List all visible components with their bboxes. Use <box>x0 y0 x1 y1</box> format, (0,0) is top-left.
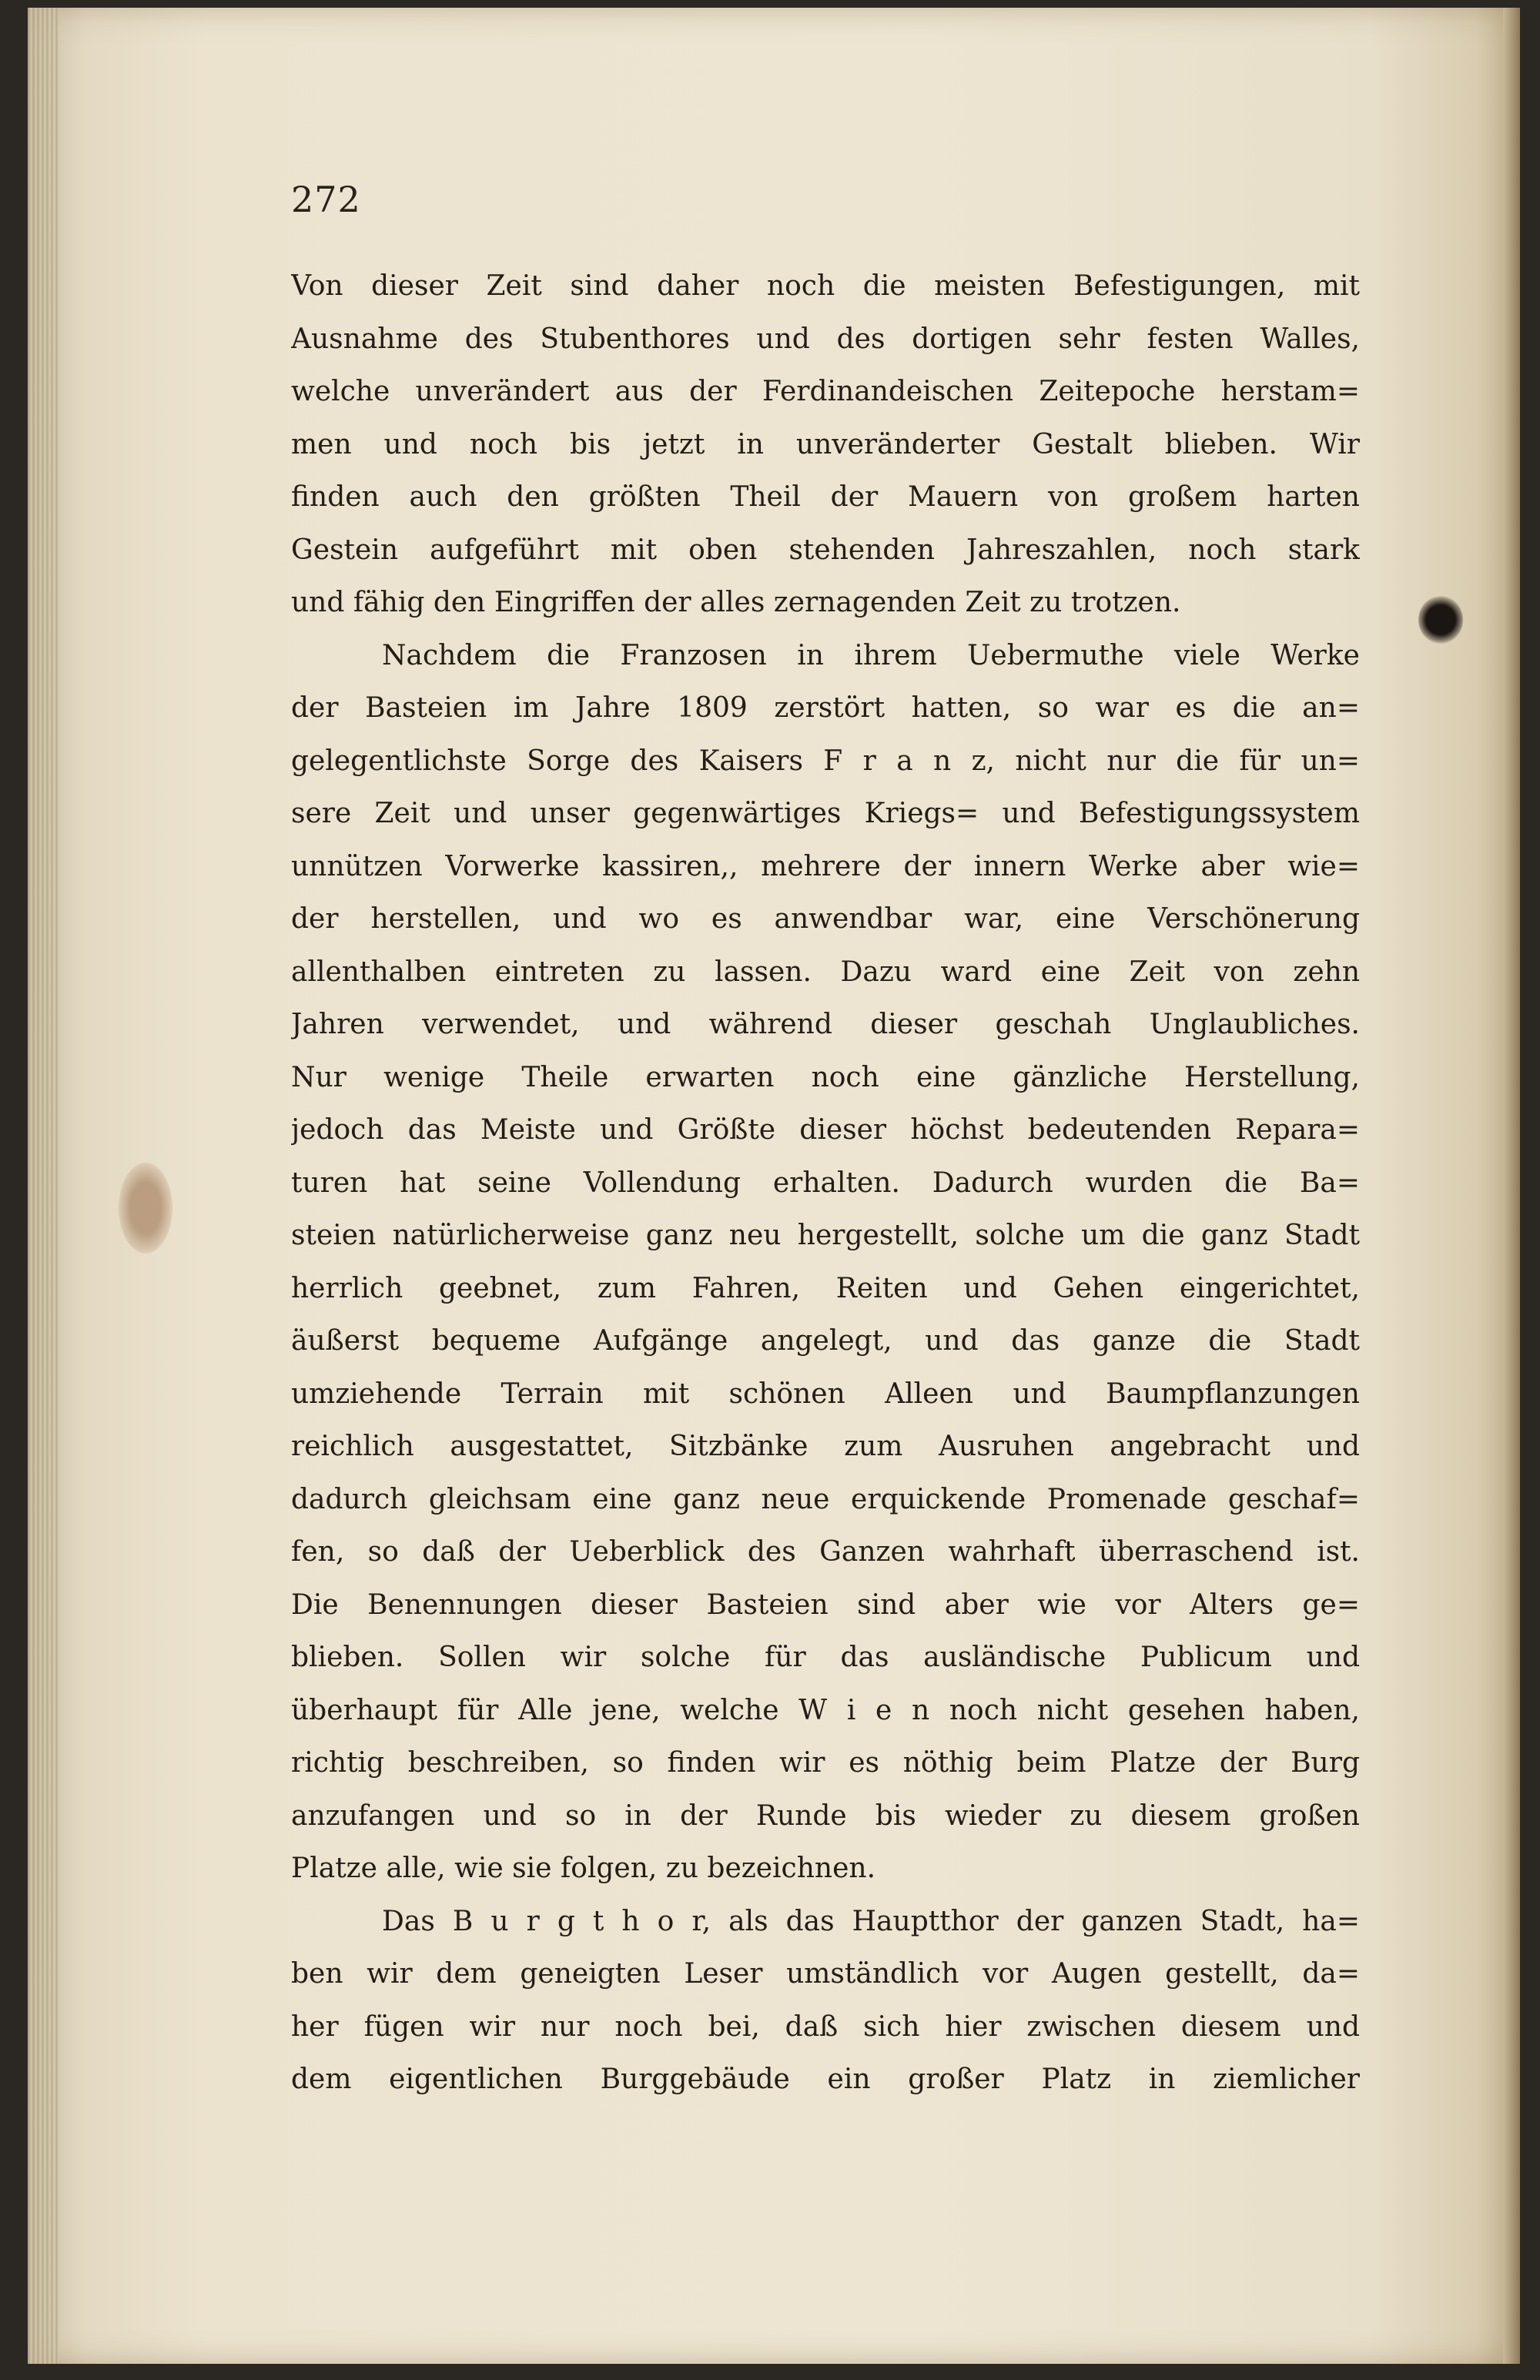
text-line: steien natürlicherweise ganz neu hergestellt, solche um die ganz Stadt <box>291 1220 1360 1251</box>
text-line: welche unverändert aus der Ferdinandeischen Zeitepoche herstam= <box>291 376 1360 407</box>
text-line: ben wir dem geneigten Leser umständlich vor Augen gestellt, da= <box>291 1958 1360 1990</box>
text-line: richtig beschreiben, so finden wir es nöthig beim Platze der Burg <box>291 1747 1360 1779</box>
text-line: der herstellen, und wo es anwendbar war, eine Verschönerung <box>291 903 1360 935</box>
text-line: und fähig den Eingriffen der alles zernagenden Zeit zu trotzen. <box>291 587 1181 618</box>
foxing-stain <box>119 1163 172 1254</box>
text-line: herrlich geebnet, zum Fahren, Reiten und Gehen eingerichtet, <box>291 1272 1360 1304</box>
text-line: blieben. Sollen wir solche für das ausländische Publicum und <box>291 1642 1360 1673</box>
text-line: sere Zeit und unser gegenwärtiges Kriegs= und Befestigungssystem <box>291 798 1360 829</box>
text-line: unnützen Vorwerke kassiren,, mehrere der innern Werke aber wie= <box>291 850 1360 882</box>
text-line: überhaupt für Alle jene, welche W i e n noch nicht gesehen haben, <box>291 1694 1360 1726</box>
text-line: Von dieser Zeit sind daher noch die meisten Befestigungen, mit <box>291 270 1360 302</box>
text-line: men und noch bis jetzt in unveränderter Gestalt blieben. Wir <box>291 428 1360 460</box>
text-line: dadurch gleichsam eine ganz neue erquickende Promenade geschaf= <box>291 1483 1360 1515</box>
text-line: fen, so daß der Ueberblick des Ganzen wahrhaft überraschend ist. <box>291 1536 1360 1568</box>
text-line: gelegentlichste Sorge des Kaisers F r a n z, nicht nur die für un= <box>291 745 1360 777</box>
text-line: Jahren verwendet, und während dieser geschah Unglaubliches. <box>291 1009 1360 1040</box>
text-line: Die Benennungen dieser Basteien sind aber wie vor Alters ge= <box>291 1588 1360 1621</box>
text-line: Nachdem die Franzosen in ihrem Uebermuthe viele Werke <box>382 639 1360 671</box>
text-line: turen hat seine Vollendung erhalten. Dadurch wurden die Ba= <box>291 1167 1360 1199</box>
page-number: 272 <box>291 179 361 220</box>
ink-blot <box>1418 596 1463 644</box>
text-line: finden auch den größten Theil der Mauern von großem harten <box>291 481 1360 513</box>
text-line: jedoch das Meiste und Größte dieser höchst bedeutenden Repara= <box>291 1114 1360 1146</box>
text-line: dem eigentlichen Burggebäude ein großer Platz in ziemlicher <box>291 2064 1360 2095</box>
text-line: äußerst bequeme Aufgänge angelegt, und das ganze die Stadt <box>291 1325 1360 1357</box>
body-text <box>291 260 1360 2107</box>
text-line: anzufangen und so in der Runde bis wieder zu diesem großen <box>291 1799 1360 1832</box>
text-line: umziehende Terrain mit schönen Alleen und Baumpflanzungen <box>291 1377 1360 1410</box>
text-line: reichlich ausgestattet, Sitzbänke zum Ausruhen angebracht und <box>291 1431 1360 1462</box>
page-gutter <box>28 8 59 2364</box>
text-line: her fügen wir nur noch bei, daß sich hier zwischen diesem und <box>291 2010 1360 2043</box>
text-line: Platze alle, wie sie folgen, zu bezeichnen. <box>291 1853 876 1884</box>
text-line: Das B u r g t h o r, als das Hauptthor der ganzen Stadt, ha= <box>382 1905 1360 1937</box>
text-line: Gestein aufgeführt mit oben stehenden Jahreszahlen, noch stark <box>291 534 1360 566</box>
text-line: allenthalben eintreten zu lassen. Dazu ward eine Zeit von zehn <box>291 956 1360 988</box>
text-line: Nur wenige Theile erwarten noch eine gänzliche Herstellung, <box>291 1061 1360 1093</box>
page-edge <box>1503 8 1520 2364</box>
text-line: Ausnahme des Stubenthores und des dortigen sehr festen Walles, <box>291 323 1360 355</box>
text-line: der Basteien im Jahre 1809 zerstört hatten, so war es die an= <box>291 692 1360 724</box>
